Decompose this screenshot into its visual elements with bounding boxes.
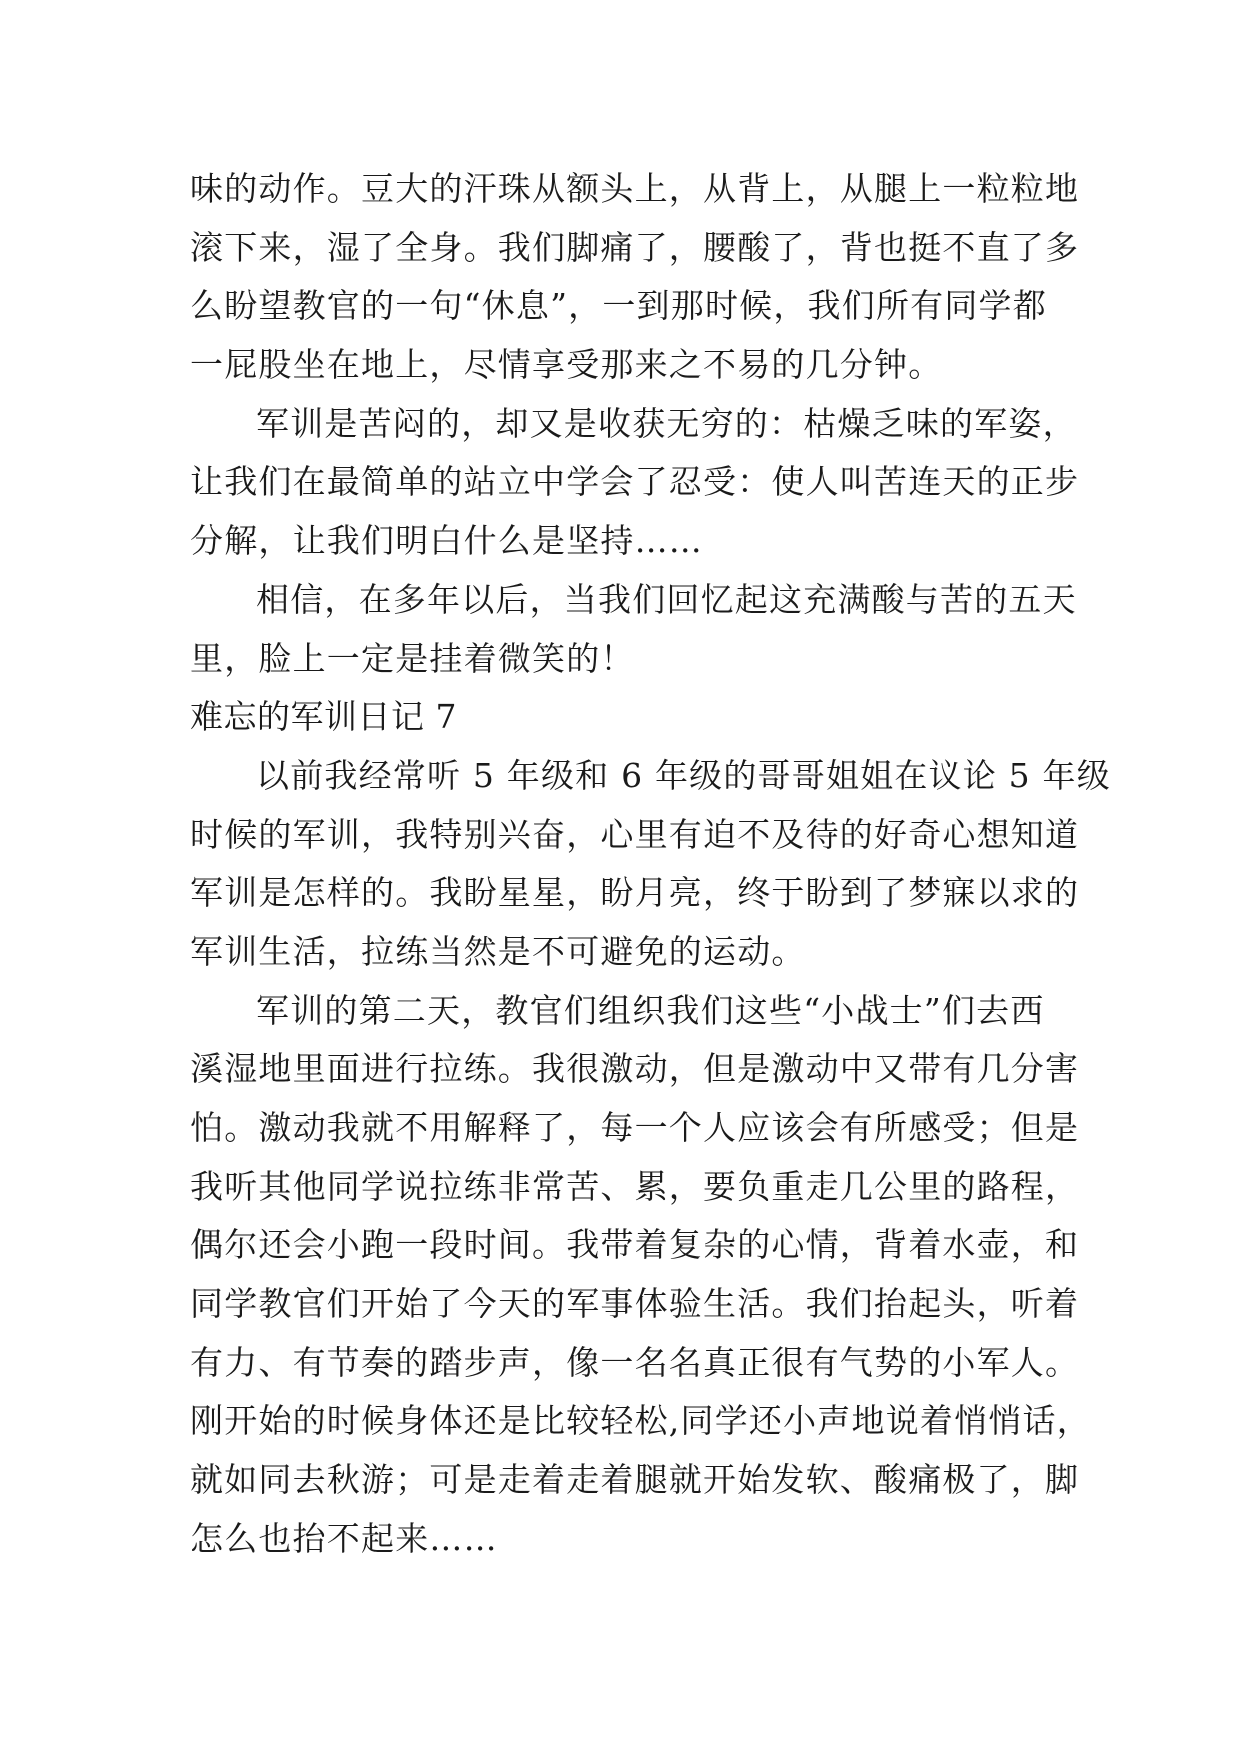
text-line: 军训是怎样的。我盼星星，盼月亮，终于盼到了梦寐以求的 [190, 873, 1080, 913]
document-body [190, 160, 1111, 1569]
text-line: 一屁股坐在地上，尽情享受那来之不易的几分钟。 [190, 345, 943, 385]
text-line: 滚下来，湿了全身。我们脚痛了，腰酸了，背也挺不直了多 [190, 227, 1080, 267]
text-line: 怎么也抬不起来…… [190, 1518, 498, 1558]
text-line: 时候的军训，我特别兴奋，心里有迫不及待的好奇心想知道 [190, 814, 1080, 854]
text-line: 刚开始的时候身体还是比较轻松,同学还小声地说着悄悄话， [190, 1401, 1091, 1441]
text-line: 么盼望教官的一句“休息”，一到那时候，我们所有同学都 [190, 286, 1047, 326]
text-line: 怕。激动我就不用解释了，每一个人应该会有所感受；但是 [190, 1108, 1080, 1147]
paragraph-start-line: 军训的第二天，教官们组织我们这些“小战士”们去西 [256, 990, 1045, 1030]
text-line: 溪湿地里面进行拉练。我很激动，但是激动中又带有几分害 [190, 1049, 1080, 1089]
text-line: 偶尔还会小跑一段时间。我带着复杂的心情，背着水壶，和 [190, 1225, 1080, 1265]
text-line: 就如同去秋游；可是走着走着腿就开始发软、酸痛极了，脚 [190, 1460, 1080, 1500]
text-line: 我听其他同学说拉练非常苦、累，要负重走几公里的路程， [190, 1166, 1080, 1206]
section-heading: 难忘的军训日记 7 [190, 697, 457, 737]
text-line: 同学教官们开始了今天的军事体验生活。我们抬起头，听着 [190, 1284, 1080, 1324]
text-line: 里，脸上一定是挂着微笑的！ [190, 638, 635, 678]
text-line: 有力、有节奏的踏步声，像一名名真正很有气势的小军人。 [190, 1342, 1080, 1382]
text-line: 分解，让我们明白什么是坚持…… [190, 521, 703, 561]
paragraph-start-line: 军训是苦闷的，却又是收获无穷的：枯燥乏味的军姿， [256, 403, 1077, 443]
text-line: 味的动作。豆大的汗珠从额头上，从背上，从腿上一粒粒地 [190, 169, 1080, 208]
text-line: 军训生活，拉练当然是不可避免的运动。 [190, 931, 806, 971]
text-line: 让我们在最简单的站立中学会了忍受：使人叫苦连天的正步 [190, 462, 1080, 502]
paragraph-start-line: 以前我经常听 5 年级和 6 年级的哥哥姐姐在议论 5 年级 [256, 755, 1111, 795]
paragraph-start-line: 相信，在多年以后，当我们回忆起这充满酸与苦的五天 [256, 579, 1077, 619]
